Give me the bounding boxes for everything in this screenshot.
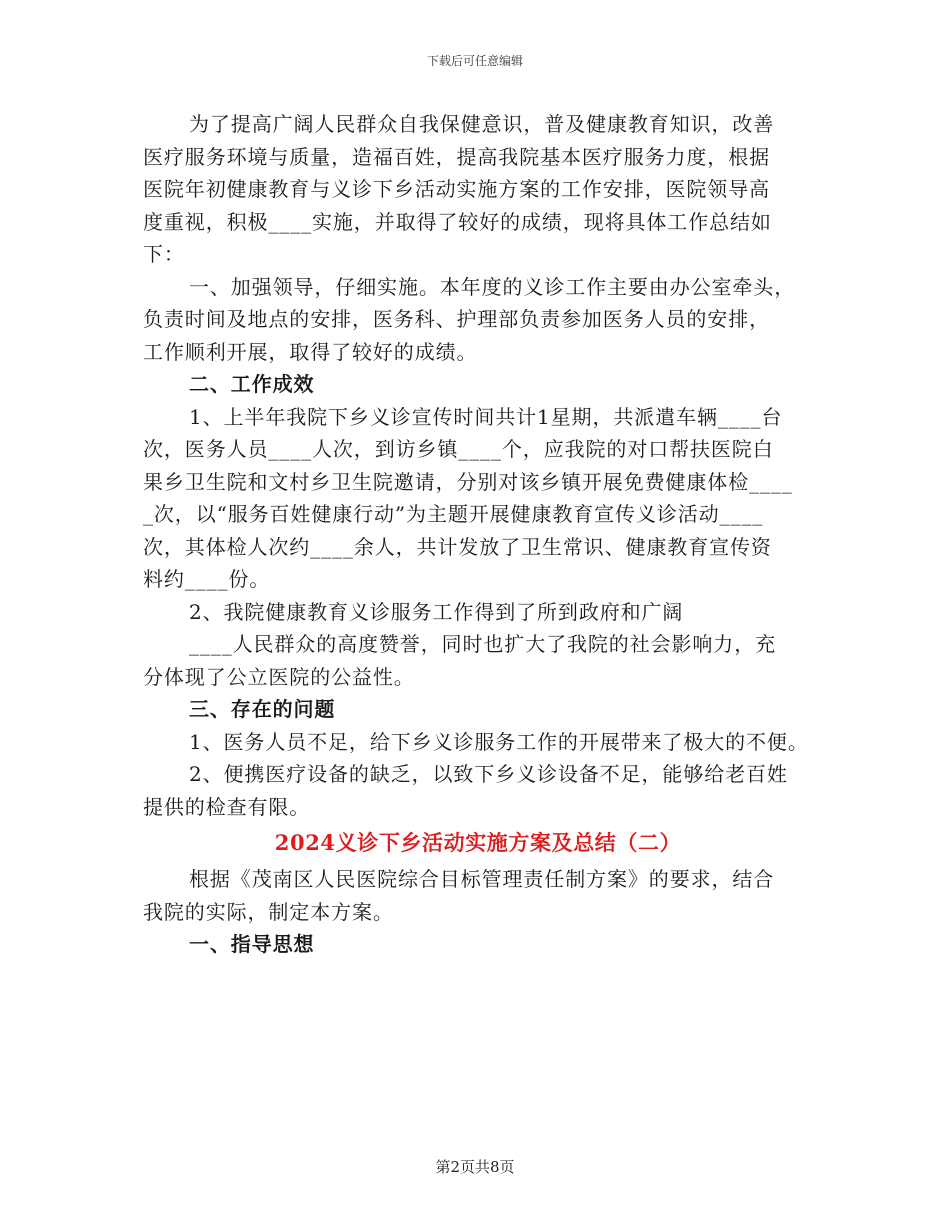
paragraph-line: 医院年初健康教育与义诊下乡活动实施方案的工作安排，医院领导高	[143, 177, 770, 201]
paragraph-line: ____人民群众的高度赞誉，同时也扩大了我院的社会影响力，充	[189, 632, 776, 656]
paragraph-line: 1、上半年我院下乡义诊宣传时间共计1星期，共派遣车辆____台	[189, 404, 783, 429]
paragraph-line: 根据《茂南区人民医院综合目标管理责任制方案》的要求，结合	[189, 867, 775, 891]
section-title: 2024义诊下乡活动实施方案及总结（二）	[274, 830, 682, 855]
paragraph-line: 下：	[143, 242, 185, 266]
paragraph-line: 为了提高广阔人民群众自我保健意识，普及健康教育知识，改善	[189, 112, 775, 136]
section-heading: 二、工作成效	[189, 372, 315, 396]
paragraph-line: 度重视，积极____实施，并取得了较好的成绩，现将具体工作总结如	[143, 209, 772, 234]
paragraph-line: 次，医务人员____人次，到访乡镇____个，应我院的对口帮扶医院白	[143, 437, 774, 461]
paragraph-line: 提供的检查有限。	[143, 794, 311, 819]
paragraph-line: _次，以“服务百姓健康行动”为主题开展健康教育宣传义诊活动____	[143, 502, 764, 526]
paragraph-line: 分体现了公立医院的公益性。	[143, 664, 415, 689]
document-body	[143, 108, 813, 961]
section-heading: 三、存在的问题	[189, 697, 336, 721]
paragraph-line: 负责时间及地点的安排，医务科、护理部负责参加医务人员的安排，	[143, 307, 770, 331]
section-heading: 一、指导思想	[189, 932, 315, 956]
paragraph-line: 2、便携医疗设备的缺乏，以致下乡义诊设备不足，能够给老百姓	[189, 762, 788, 786]
paragraph-line: 我院的实际，制定本方案。	[143, 899, 394, 924]
paragraph-line: 1、医务人员不足，给下乡义诊服务工作的开展带来了极大的不便。	[189, 729, 809, 754]
page-header: 下载后可任意编辑	[426, 54, 523, 68]
paragraph-line: 次，其体检人次约____余人，共计发放了卫生常识、健康教育宣传资	[143, 534, 772, 559]
page-footer: 第2页共8页	[435, 1158, 515, 1176]
paragraph-line: 医疗服务环境与质量，造福百姓，提高我院基本医疗服务力度，根据	[143, 144, 770, 169]
paragraph-line: 料约____份。	[143, 567, 271, 591]
paragraph-line: 工作顺利开展，取得了较好的成绩。	[143, 339, 478, 364]
paragraph-line: 果乡卫生院和文村乡卫生院邀请，分别对该乡镇开展免费健康体检____	[143, 469, 793, 494]
paragraph-line: 2、我院健康教育义诊服务工作得到了所到政府和广阔	[189, 599, 684, 624]
paragraph-line: 一、加强领导，仔细实施。本年度的义诊工作主要由办公室牵头，	[189, 274, 796, 299]
